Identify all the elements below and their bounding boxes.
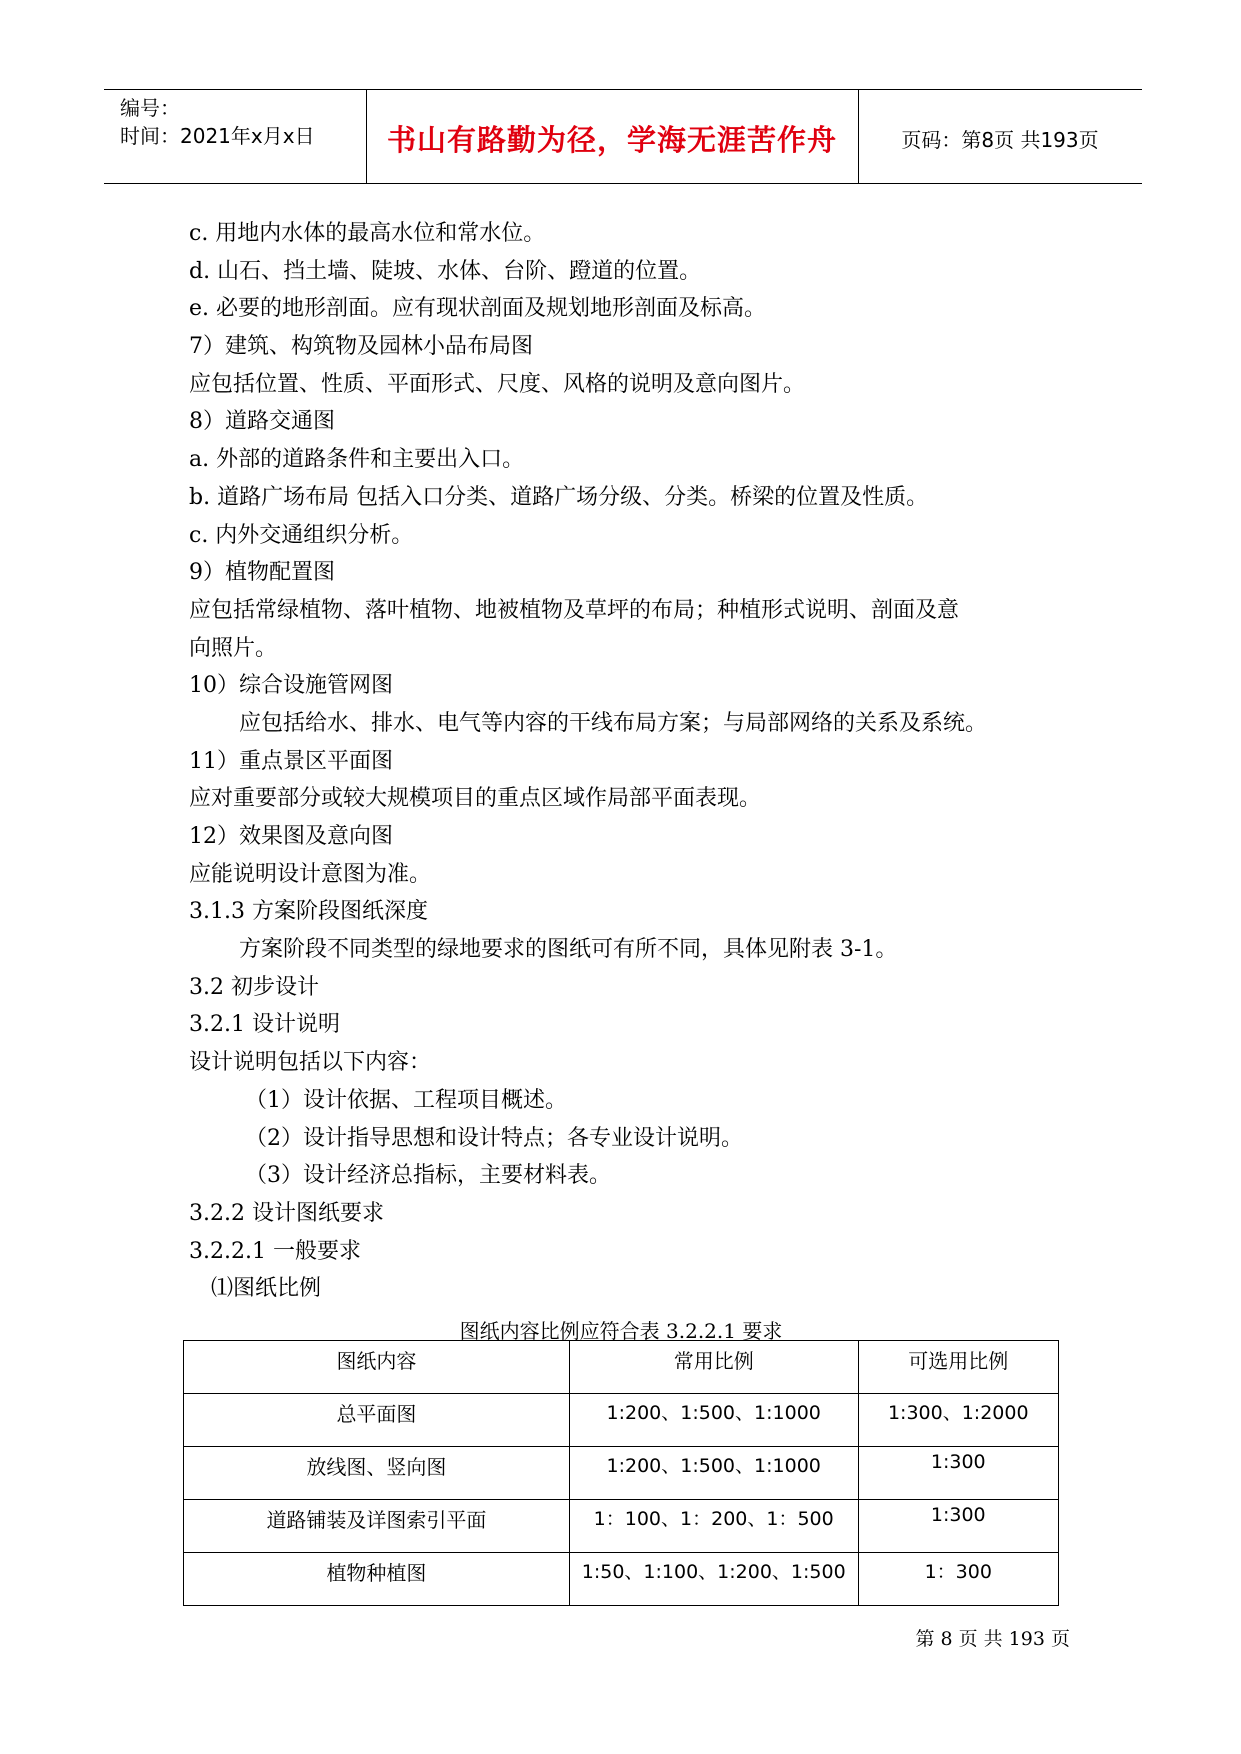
table-cell: 总平面图 bbox=[184, 1394, 570, 1447]
section-heading: 10）综合设施管网图 bbox=[189, 673, 393, 699]
section-heading: 3.1.3 方案阶段图纸深度 bbox=[189, 899, 428, 925]
table-row bbox=[184, 1500, 1059, 1553]
section-heading: 11）重点景区平面图 bbox=[189, 748, 393, 774]
section-heading: 8）道路交通图 bbox=[189, 409, 335, 435]
section-heading: 7）建筑、构筑物及园林小品布局图 bbox=[189, 334, 533, 360]
section-heading: 3.2.2.1 一般要求 bbox=[189, 1238, 361, 1264]
table-cell: 1:300、1:2000 bbox=[858, 1394, 1058, 1447]
table-row bbox=[184, 1447, 1059, 1500]
section-heading: 3.2 初步设计 bbox=[189, 974, 319, 1000]
section-heading: 12）效果图及意向图 bbox=[189, 824, 393, 849]
document-body bbox=[189, 215, 1069, 1308]
page-header bbox=[104, 89, 1142, 184]
body-line: 应能说明设计意图为准。 bbox=[189, 861, 432, 887]
body-line: 应包括常绿植物、落叶植物、地被植物及草坪的布局；种植形式说明、剖面及意 bbox=[189, 597, 960, 623]
body-line: 设计说明包括以下内容： bbox=[189, 1050, 432, 1076]
table-caption: 图纸内容比例应符合表 3.2.2.1 要求 bbox=[459, 1319, 783, 1343]
table-header-cell: 常用比例 bbox=[569, 1341, 858, 1394]
table-cell: 放线图、竖向图 bbox=[184, 1447, 570, 1500]
document-time-label: 时间：2021年x月x日 bbox=[120, 124, 315, 148]
table-cell: 1:300 bbox=[858, 1447, 1058, 1500]
table-cell: 1:200、1:500、1:1000 bbox=[569, 1394, 858, 1447]
section-heading: 3.2.2 设计图纸要求 bbox=[189, 1200, 384, 1226]
document-number-label: 编号： bbox=[120, 96, 180, 120]
body-line: a. 外部的道路条件和主要出入口。 bbox=[189, 447, 525, 473]
table-header-cell: 图纸内容 bbox=[184, 1341, 570, 1394]
list-item: （1）设计依据、工程项目概述。 bbox=[245, 1087, 567, 1113]
list-item: （2）设计指导思想和设计特点；各专业设计说明。 bbox=[245, 1125, 743, 1151]
table-row bbox=[184, 1553, 1059, 1606]
body-line: 应对重要部分或较大规模项目的重点区域作局部平面表现。 bbox=[189, 786, 762, 812]
table-cell: 1:50、1:100、1:200、1:500 bbox=[569, 1553, 858, 1606]
body-line: 方案阶段不同类型的绿地要求的图纸可有所不同，具体见附表 3-1。 bbox=[239, 937, 898, 963]
header-meta bbox=[120, 94, 315, 150]
page-footer: 第 8 页 共 193 页 bbox=[915, 1628, 1070, 1650]
body-line: b. 道路广场布局 包括入口分类、道路广场分级、分类。桥梁的位置及性质。 bbox=[189, 484, 929, 510]
table-header-row bbox=[184, 1341, 1059, 1394]
body-line: d. 山石、挡土墙、陡坡、水体、台阶、蹬道的位置。 bbox=[189, 258, 702, 284]
body-line: 应包括给水、排水、电气等内容的干线布局方案；与局部网络的关系及系统。 bbox=[239, 710, 988, 736]
table-cell: 1：300 bbox=[858, 1553, 1058, 1606]
table-cell: 道路铺装及详图索引平面 bbox=[184, 1500, 570, 1553]
list-item: （3）设计经济总指标，主要材料表。 bbox=[245, 1163, 611, 1189]
header-motto: 书山有路勤为径，学海无涯苦作舟 bbox=[386, 123, 837, 157]
body-line: e. 必要的地形剖面。应有现状剖面及规划地形剖面及标高。 bbox=[189, 296, 767, 322]
scale-table bbox=[183, 1340, 1059, 1606]
body-line: c. 用地内水体的最高水位和常水位。 bbox=[189, 221, 546, 246]
table-cell: 1:300 bbox=[858, 1500, 1058, 1553]
body-line: c. 内外交通组织分析。 bbox=[189, 522, 414, 548]
table-header-cell: 可选用比例 bbox=[858, 1341, 1058, 1394]
header-page-info: 页码：第8页 共193页 bbox=[901, 128, 1099, 152]
body-line: 向照片。 bbox=[189, 635, 278, 661]
body-line: 应包括位置、性质、平面形式、尺度、风格的说明及意向图片。 bbox=[189, 371, 806, 397]
table-cell: 植物种植图 bbox=[184, 1553, 570, 1606]
body-line: ⑴图纸比例 bbox=[211, 1276, 322, 1302]
table-cell: 1：100、1：200、1：500 bbox=[569, 1500, 858, 1553]
section-heading: 3.2.1 设计说明 bbox=[189, 1012, 340, 1038]
table-cell: 1:200、1:500、1:1000 bbox=[569, 1447, 858, 1500]
table-row bbox=[184, 1394, 1059, 1447]
section-heading: 9）植物配置图 bbox=[189, 560, 335, 586]
